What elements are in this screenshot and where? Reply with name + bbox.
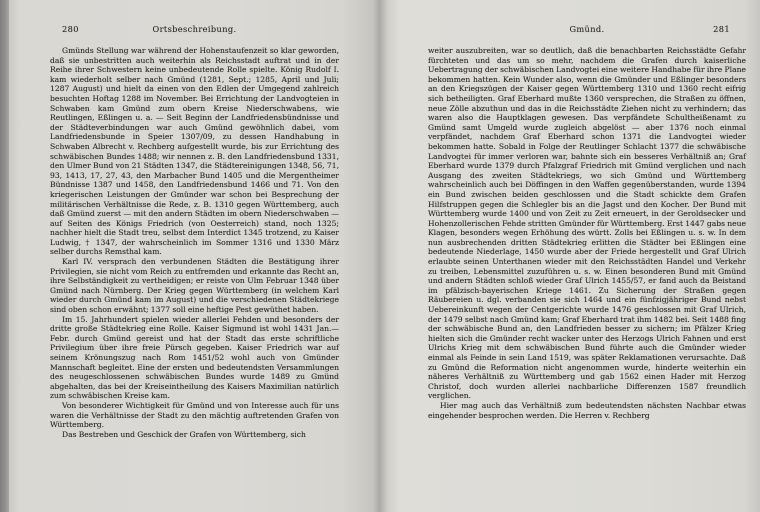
scan-edge-shadow [0, 0, 9, 512]
paragraph: Gmünds Stellung war während der Hohenstaufenzeit so klar geworden, daß sie unbestritten auch weiterhin als Reichsstadt auftrat und in der Reihe ihrer Schwestern keine unbedeutende Rolle spielte. König Rudolf I. kam wiederholt selber nach Gmünd (1281, Sept.; 1285, April und Juli; 1287 August) und hielt da einen von den Edlen der Umgegend zahlreich besuchten Hoftag 1288 im November. Bei Errichtung der Landvogteien in Schwaben kam Gmünd zum obern Kreise Niederschwabens, wie Reutlingen, Eßlingen u. a. — Seit Beginn der Landfriedensbündnisse und der Städteverbindungen war auch Gmünd gewöhnlich dabei, vom Landfriedensbunde in Speier 1307/09, zu dessen Handhabung in Schwaben Albrecht v. Rechberg aufgestellt wurde, bis zur Errichtung des schwäbischen Bundes 1488; wir nennen z. B. den Landfriedensbund 1331, den Ulmer Bund von 21 Städten 1347, die Städtereinigungen 1348, 56, 71, 93, 1413, 17, 27, 43, den Marbacher Bund 1405 und die Mergentheimer Bündnisse 1387 und 1458, den Landfriedensbund 1466 und 71. Von den kriegerischen Leistungen der Gmünder war schon bei Besprechung der militärischen Verhältnisse die Rede, z. B. 1310 gegen Württemberg, auch daß Gmünd zuerst — mit den andern Städten im obern Niederschwaben — auf Seiten des Königs Friedrich (von Oesterreich) stand, noch 1325; nachher hielt die Stadt treu, selbst dem Interdict 1345 trotzend, zu Kaiser Ludwig, † 1347, der wahrscheinlich im Sommer 1316 und 1330 März selber durchs Remsthal kam. [50, 46, 339, 257]
right-running-header [428, 24, 746, 37]
paragraph: Das Bestreben und Geschick der Grafen von Württemberg, sich [62, 429, 306, 439]
paragraph: weiter auszubreiten, war so deutlich, daß die benachbarten Reichsstädte Gefahr fürchteten und das um so mehr, nachdem die Grafen durch kaiserliche Uebertragung der schwäbischen Landvogtei eine weitere Handhabe für ihre Plane bekommen hatten. Kein Wunder also, wenn die Gmünder und Eßlinger besonders an den Kriegszügen der Kaiser gegen Württemberg 1310 und 1360 recht eifrig sich betheiligten. Graf Eberhard mußte 1360 versprechen, die Straßen zu öffnen, neue Zölle abzuthun und das in die Reichsstädte Ziehen nicht zu verhindern; das waren also die Hauptklagen gewesen. Das verpfändete Schultheißenamt zu Gmünd samt Umgeld wurde zugleich abgelöst — aber 1376 noch einmal verpfändet, nachdem Graf Eberhard schon 1371 die Landvogtei wieder bekommen hatte. Sobald in Folge der Reutlinger Schlacht 1377 die schwäbische Landvogtei für immer verloren war, bahnte sich ein besseres Verhältniß an; Graf Eberhard wurde 1379 durch Pfalzgraf Friedrich mit Gmünd verglichen und nach Ausgang des zweiten Städtekriegs, wo sich Gmünd und Württemberg wahrscheinlich auch bei Döffingen in den Waffen gegenüberstanden, wurde 1394 ein Bund zwischen beiden geschlossen und die Stadt schickte dem Grafen Hilfstruppen gegen die Schlegler bis an die Jagst und den Kocher. Der Bund mit Württemberg wurde 1400 und von Zeit zu Zeit erneuert, in der Geroldsecker und Hohenzollerischen Fehde stritten Gmünder für Württemberg. Erst 1447 gabs neue Klagen, besonders wegen Erhöhung des württ. Zolls bei Eßlingen u. s. w. In dem nun ausbrechenden dritten Städtekrieg erlitten die Städter bei Eßlingen eine bedeutende Niederlage, 1450 wurde aber der Friede hergestellt und Graf Ulrich erlaubte seinen Unterthanen wieder mit den Reichsstädten Handel und Verkehr zu treiben, Lebensmittel zuzuführen u. s. w. Einen besonderen Bund mit Gmünd und andern Städten schloß wieder Graf Ulrich 1455/57, er fand auch da Beistand im pfälzisch-bayerischen Kriege 1461. Zu Sicherung der Straßen gegen Räubereien u. dgl. verbanden sie sich 1464 und ein fünfzigjähriger Bund nebst Uebereinkunft wegen der Centgerichte wurde 1476 geschlossen mit Graf Ulrich, der 1479 selbst nach Gmünd kam; Graf Eberhard trat ihm 1482 bei. Seit 1488 fing der schwäbische Bund an, den Landfrieden besser zu sichern; im Pfälzer Krieg hielten sich die Gmünder recht wacker unter des Herzogs Ulrich Fahnen und erst Ulrichs Krieg mit dem schwäbischen Bund führte auch die Gmünder wieder einmal als Feinde in sein Land 1519, was später Reklamationen verursachte. Daß zu Gmünd die Reformation nicht angenommen wurde, hinderte weiterhin ein näheres Verhältniß zu Württemberg und gab 1562 einen Hader mit Herzog Christof, doch wurden allerlei nachbarliche Differenzen 1587 freundlich verglichen. [428, 46, 746, 401]
paragraph: Karl IV. versprach den verbundenen Städten die Bestätigung ihrer Privilegien, sie nicht vom Reich zu entfremden und erkannte das Recht an, ihre Selbständigkeit zu vertheidigen; er reiste von Ulm Februar 1348 über Gmünd nach Nürnberg. Der Krieg gegen Württemberg (in welchem Karl wieder durch Gmünd kam im August) und die verschiedenen Städtekriege sind oben schon erwähnt; 1377 soll eine heftige Pest gewüthet haben. [50, 257, 339, 315]
paragraph: Im 15. Jahrhundert spielen wieder allerlei Fehden und besonders der dritte große Städtekrieg eine Rolle. Kaiser Sigmund ist wohl 1431 Jan.—Febr. durch Gmünd gereist und hat der Stadt das erste schriftliche Privilegium über ihre freie Pürsch gegeben. Kaiser Friedrich war auf seinem Krönungszug nach Rom 1451/52 wohl auch von Gmünder Mannschaft begleitet. Eine der ersten und bedeutendsten Versammlungen des neugeschlossenen schwäbischen Bundes wurde 1489 zu Gmünd abgehalten, das bei der Kreiseintheilung des Kaisers Maximilian natürlich zum schwäbischen Kreise kam. [50, 314, 339, 401]
body-text [428, 46, 746, 420]
right-page-text [428, 24, 746, 420]
page-number: 281 [713, 24, 730, 34]
running-header-title: Gmünd. [569, 24, 605, 34]
paragraph: Von besonderer Wichtigkeit für Gmünd und von Interesse auch für uns waren die Verhältnisse der Stadt zu den mächtig auftretenden Grafen von Württemberg. [50, 400, 339, 430]
left-running-header [50, 24, 339, 37]
page-number: 280 [62, 24, 79, 34]
body-text [50, 46, 339, 439]
paragraph: Hier mag auch das Verhältniß zum bedeutendsten nächsten Nachbar etwas eingehender besprochen werden. Die Herren v. Rechberg [428, 400, 746, 420]
running-header-title: Ortsbeschreibung. [152, 24, 237, 34]
left-page-text [50, 24, 339, 439]
